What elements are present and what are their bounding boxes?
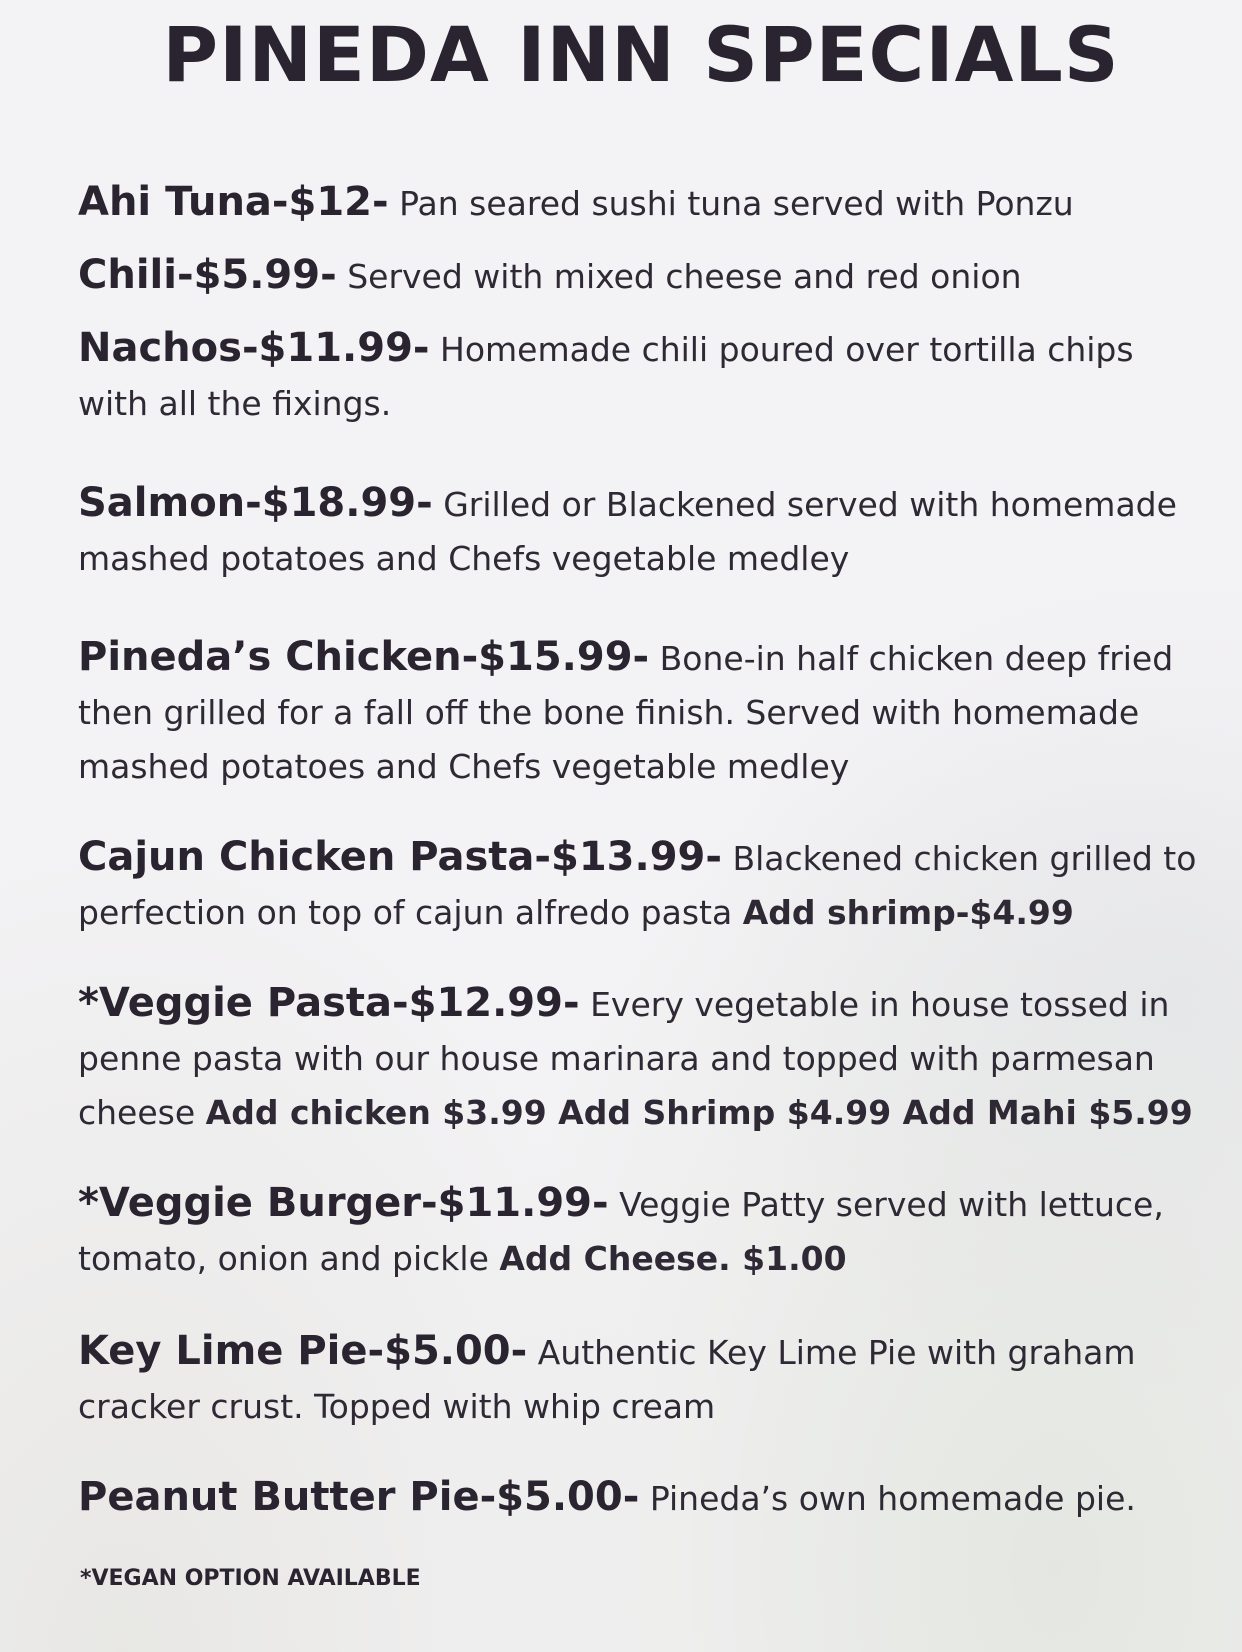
item-description: Every vegetable in house tossed in penne pasta with our house marinara and topped with parmesan cheese	[78, 985, 1170, 1132]
item-name: Pineda’s Chicken-$15.99-	[78, 634, 650, 680]
item-description: Grilled or Blackened served with homemade mashed potatoes and Chefs vegetable medley	[78, 485, 1177, 578]
item-description: Bone-in half chicken deep fried then grilled for a fall off the bone finish. Served with homemade mashed potatoes and Chefs vegetable medley	[78, 639, 1174, 786]
item-description: Served with mixed cheese and red onion	[347, 257, 1022, 296]
item-description: Veggie Patty served with lettuce, tomato, onion and pickle	[78, 1185, 1164, 1278]
item-name: Chili-$5.99-	[78, 252, 337, 298]
item-name: Cajun Chicken Pasta-$13.99-	[78, 834, 722, 880]
item-description: Pan seared sushi tuna served with Ponzu	[399, 184, 1074, 223]
item-name: Key Lime Pie-$5.00-	[78, 1328, 528, 1374]
item-name: Ahi Tuna-$12-	[78, 179, 389, 225]
item-name: Nachos-$11.99-	[78, 325, 430, 371]
item-name: *Veggie Burger-$11.99-	[78, 1180, 609, 1226]
menu-item-key-lime-pie	[78, 1324, 1198, 1434]
menu-item-salmon	[78, 476, 1198, 586]
item-name: *Veggie Pasta-$12.99-	[78, 980, 580, 1026]
item-name: Salmon-$18.99-	[78, 480, 433, 526]
item-name: Peanut Butter Pie-$5.00-	[78, 1474, 640, 1520]
menu-item-ahi-tuna	[78, 175, 1198, 231]
item-description: Blackened chicken grilled to perfection on top of cajun alfredo pasta	[78, 839, 1197, 932]
item-description: Pineda’s own homemade pie.	[649, 1479, 1136, 1518]
menu-item-pinedas-chicken	[78, 630, 1198, 794]
item-description: Authentic Key Lime Pie with graham cracker crust. Topped with whip cream	[78, 1333, 1136, 1426]
menu-item-chili	[78, 248, 1198, 304]
item-addon: Add shrimp-$4.99	[742, 893, 1074, 932]
vegan-footnote: *VEGAN OPTION AVAILABLE	[80, 1566, 421, 1591]
item-addon: Add Cheese. $1.00	[499, 1239, 847, 1278]
menu-item-veggie-burger	[78, 1176, 1198, 1286]
item-addon: Add chicken $3.99 Add Shrimp $4.99 Add Mahi $5.99	[205, 1093, 1193, 1132]
menu-item-veggie-pasta	[78, 976, 1198, 1140]
menu-title: PINEDA INN SPECIALS	[162, 10, 1120, 99]
menu-item-nachos	[78, 321, 1198, 431]
menu-item-cajun-chicken-pasta	[78, 830, 1198, 940]
menu-item-peanut-butter-pie	[78, 1470, 1198, 1526]
item-description: Homemade chili poured over tortilla chips with all the fixings.	[78, 330, 1134, 423]
